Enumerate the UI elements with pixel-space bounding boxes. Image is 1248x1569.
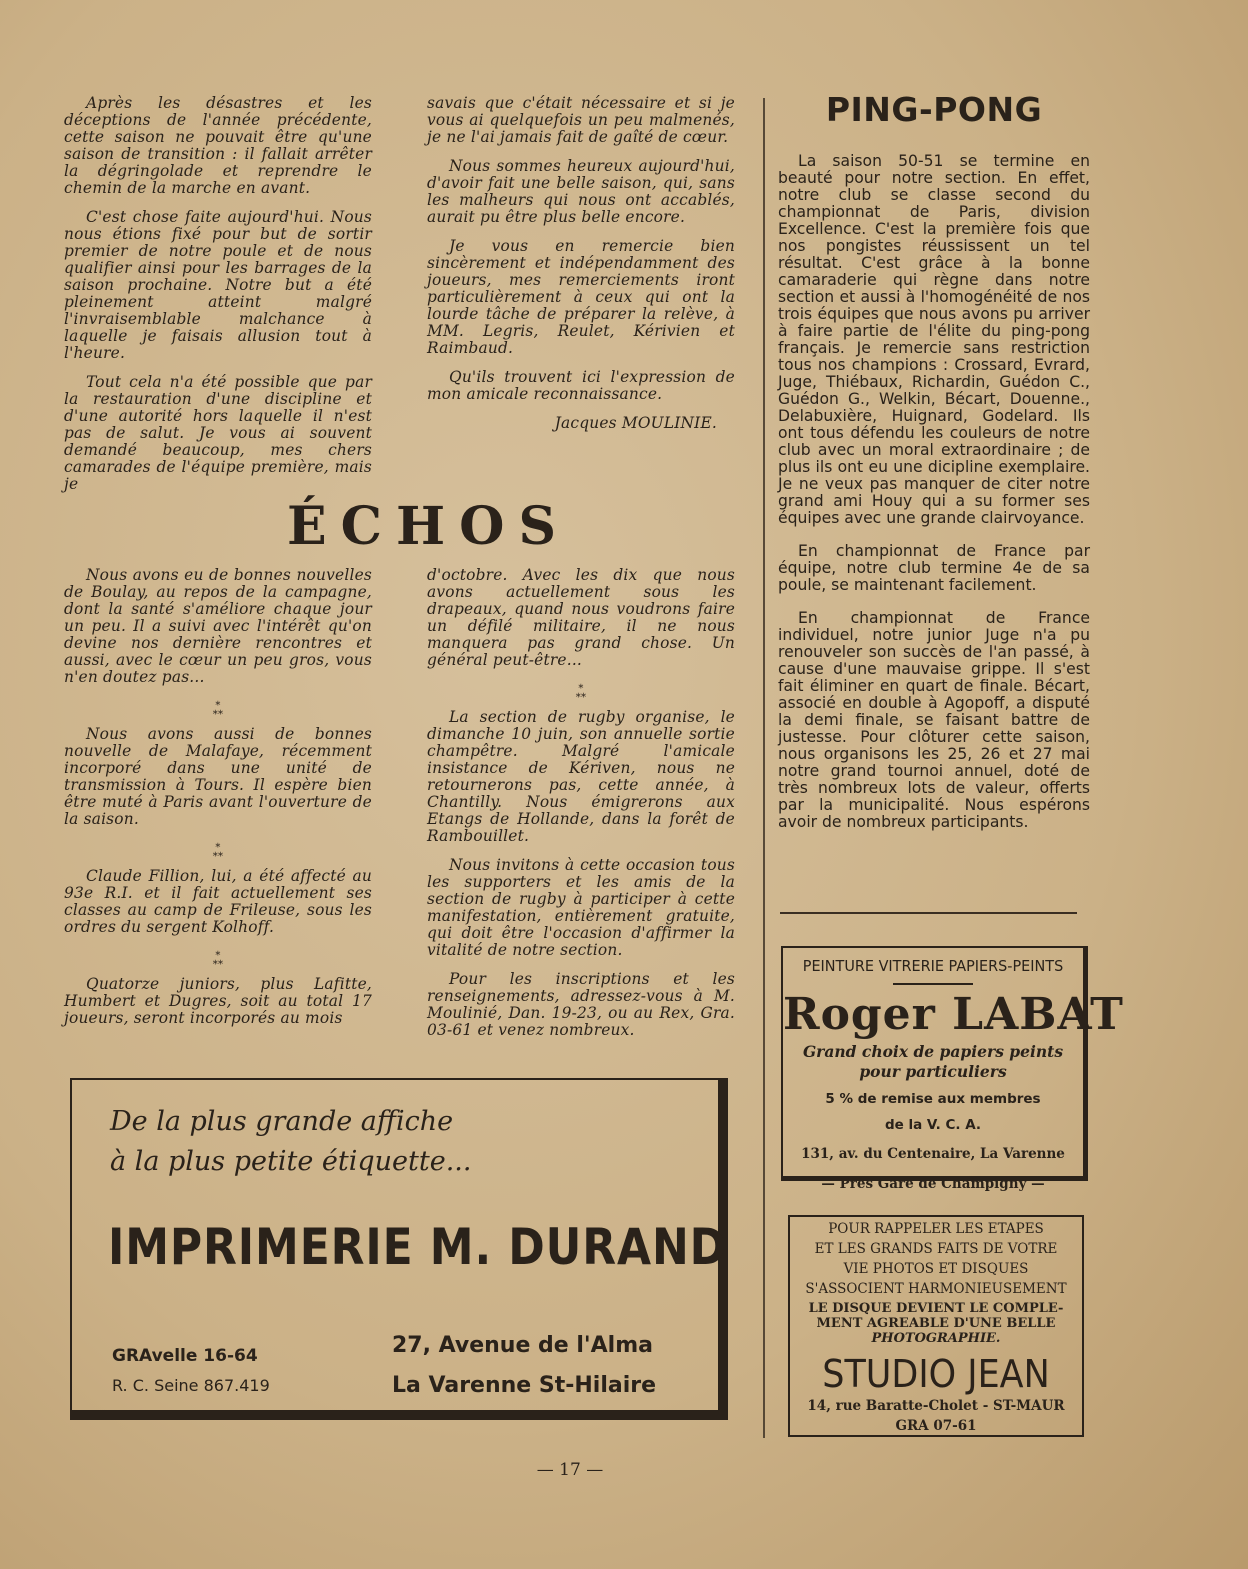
article-column-1 bbox=[64, 95, 372, 505]
ad-studio-jean bbox=[788, 1215, 1084, 1437]
paragraph: La saison 50-51 se termine en beauté pour notre section. En effet, notre club se classe second du championnat de Paris, division Excellence. C'est la première fois que nos pongistes réussissent un tel résultat. C'est grâce à la bonne camaraderie qui règne dans notre section et aussi à l'homogénéité de nos trois équipes que nous avons pu arriver à faire partie de l'élite du ping-pong français. Je remercie sans restriction tous nos champions : Crossard, Evrard, Juge, Thiébaux, Richardin, Guédon C., Guédon G., Welkin, Bécart, Douenne., Delabuxière, Huignard, Godelard. Ils ont tous défendu les couleurs de notre club avec un moral extraordinaire ; de plus ils ont eu une dicipline exemplaire. Je ne veux pas manquer de citer notre grand ami Houy qui a su former ses équipes avec une grande clairvoyance. bbox=[778, 152, 1090, 527]
asterism-icon: ⁎ ⁎⁎ bbox=[212, 697, 224, 717]
column-divider bbox=[763, 98, 765, 1438]
paragraph: Après les désastres et les déceptions de l'année précédente, cette saison ne pouvait être qu'une saison de transition : il fallait arrêter la dégringolade et reprendre le chemin de la marche en avant. bbox=[64, 94, 372, 197]
ad-discount: 5 % de remise aux membres bbox=[825, 1091, 1041, 1107]
paragraph: Tout cela n'a été possible que par la restauration d'une discipline et d'une autorité hors laquelle il n'est pas de salut. Je vous ai souvent demandé beaucoup, mes chers camarades de l'équipe première, mais je bbox=[64, 373, 372, 493]
asterism-icon: ⁎ ⁎⁎ bbox=[575, 680, 587, 700]
ad-slogan bbox=[110, 1102, 471, 1182]
paragraph: Nous avons aussi de bonnes nouvelle de Malafaye, récemment incorporé dans une unité de transmission à Tours. Il espère bien être muté à Paris avant l'ouverture de la saison. bbox=[64, 725, 372, 828]
ad-address-line: 27, Avenue de l'Alma bbox=[392, 1333, 653, 1358]
paragraph: Pour les inscriptions et les renseignements, adressez-vous à M. Moulinié, Dan. 19-23, ou au Rex, Gra. 03-61 et venez nombreux. bbox=[427, 970, 735, 1039]
ad-address: 14, rue Baratte-Cholet - ST-MAUR bbox=[807, 1398, 1065, 1414]
ad-address: 131, av. du Centenaire, La Varenne bbox=[801, 1146, 1065, 1162]
ad-line: ET LES GRANDS FAITS DE VOTRE bbox=[814, 1241, 1058, 1257]
ad-line: POUR RAPPELER LES ETAPES bbox=[828, 1221, 1044, 1237]
paragraph: Je vous en remercie bien sincèrement et indépendamment des joueurs, mes remerciements iront particulièrement à ceux qui ont la lourde tâche de préparer la relève, à MM. Legris, Reulet, Kérivien et Raimbaud. bbox=[427, 237, 735, 357]
paragraph: En championnat de France individuel, notre junior Juge n'a pu renouveler son succès de l'an passé, à cause d'une mauvaise grippe. Il s'est fait éliminer en quart de finale. Bécart, associé en double à Agopoff, a disputé la demi finale, se faisant battre de justesse. Pour clôturer cette saison, nous organisons les 25, 26 et 27 mai notre grand tournoi annuel, doté de très nombreux lots de valeur, offerts par la municipalité. Nous espérons avoir de nombreux participants. bbox=[778, 609, 1090, 831]
paragraph: Nous invitons à cette occasion tous les supporters et les amis de la section de rugby à participer à cette manifestation, entièrement gratuite, qui doit être l'occasion d'affirmer la vitalité de notre section. bbox=[427, 856, 735, 959]
ad-line: VIE PHOTOS ET DISQUES bbox=[843, 1261, 1029, 1277]
paragraph: Nous sommes heureux aujourd'hui, d'avoir fait une belle saison, qui, sans les malheurs qui nous ont accablés, aurait pu être plus belle encore. bbox=[427, 157, 735, 226]
paragraph: Quatorze juniors, plus Lafitte, Humbert et Dugres, soit au total 17 joueurs, seront incorporés au mois bbox=[64, 975, 372, 1027]
ad-registration: R. C. Seine 867.419 bbox=[112, 1376, 270, 1395]
ad-line: LE DISQUE DEVIENT LE COMPLE- bbox=[808, 1301, 1064, 1316]
ad-line: pour particuliers bbox=[859, 1062, 1007, 1081]
ad-company-name: Roger LABAT bbox=[783, 989, 1124, 1040]
ad-slogan-line: à la plus petite étiquette... bbox=[110, 1146, 472, 1177]
ad-slogan-line: De la plus grande affiche bbox=[110, 1106, 454, 1137]
ad-phone: GRAvelle 16-64 bbox=[112, 1346, 258, 1366]
ad-address-line: La Varenne St-Hilaire bbox=[392, 1373, 657, 1398]
paragraph: Qu'ils trouvent ici l'expression de mon amicale reconnaissance. bbox=[427, 368, 735, 403]
page-number: — 17 — bbox=[536, 1460, 604, 1480]
ad-line: Grand choix de papiers peints bbox=[802, 1042, 1064, 1061]
pingpong-heading: PING-PONG bbox=[825, 90, 1043, 129]
paragraph: En championnat de France par équipe, notre club termine 4e de sa poule, se maintenant facilement. bbox=[778, 542, 1090, 594]
ad-company-name: IMPRIMERIE M. DURAND bbox=[108, 1218, 728, 1276]
ad-address bbox=[392, 1326, 656, 1406]
echos-column-2 bbox=[427, 567, 735, 1051]
ad-imprimerie-durand bbox=[70, 1078, 728, 1420]
asterism-icon: ⁎ ⁎⁎ bbox=[212, 947, 224, 967]
ad-company-name: STUDIO JEAN bbox=[822, 1352, 1050, 1396]
pingpong-body bbox=[778, 153, 1090, 831]
asterism-icon: ⁎ ⁎⁎ bbox=[212, 839, 224, 859]
echos-column-1 bbox=[64, 567, 372, 1039]
echos-heading-wrap bbox=[287, 496, 570, 557]
ad-roger-labat bbox=[781, 946, 1124, 1192]
ad-line: PHOTOGRAPHIE. bbox=[871, 1331, 1001, 1346]
paragraph: d'octobre. Avec les dix que nous avons actuellement sous les drapeaux, quand nous voudrons faire un défilé militaire, il ne nous manquera pas grand chose. Un général peut-être... bbox=[427, 566, 735, 669]
paragraph: savais que c'était nécessaire et si je vous ai quelquefois un peu malmenés, je ne l'ai jamais fait de gaîté de cœur. bbox=[427, 94, 735, 146]
ad-address: — Près Gare de Champigny — bbox=[821, 1176, 1045, 1192]
echos-heading: ÉCHOS bbox=[287, 496, 571, 557]
ad-phone: GRA 07-61 bbox=[895, 1418, 977, 1434]
paragraph: C'est chose faite aujourd'hui. Nous nous étions fixé pour but de sortir premier de notre poule et de nous qualifier ainsi pour les barrages de la saison prochaine. Notre but a été pleinement atteint malgré l'invraisemblable malchance à laquelle je faisais allusion tout à l'heure. bbox=[64, 208, 372, 362]
ad-rule bbox=[893, 983, 973, 985]
paragraph: Claude Fillion, lui, a été affecté au 93e R.I. et il fait actuellement ses classes au camp de Frileuse, sous les ordres du sergent Kolhoff. bbox=[64, 867, 372, 936]
ad-line: MENT AGREABLE D'UNE BELLE bbox=[816, 1316, 1056, 1331]
article-column-2 bbox=[427, 95, 735, 432]
paragraph: La section de rugby organise, le dimanche 10 juin, son annuelle sortie champêtre. Malgré l'amicale insistance de Kériven, nous ne retournerons pas, cette année, à Chantilly. Nous émigrerons aux Etangs de Hollande, dans la forêt de Rambouillet. bbox=[427, 708, 735, 845]
ad-line: S'ASSOCIENT HARMONIEUSEMENT bbox=[805, 1281, 1067, 1297]
section-rule bbox=[780, 912, 1077, 914]
paragraph: Nous avons eu de bonnes nouvelles de Boulay, au repos de la campagne, dont la santé s'améliore chaque jour un peu. Il a suivi avec l'intérêt qu'on devine nos dernière rencontres et aussi, avec le cœur un peu gros, vous n'en doutez pas... bbox=[64, 566, 372, 686]
ad-trade-line: PEINTURE VITRERIE PAPIERS-PEINTS bbox=[802, 957, 1064, 975]
signature: Jacques MOULINIE. bbox=[554, 414, 717, 432]
ad-discount: de la V. C. A. bbox=[884, 1117, 982, 1133]
pingpong-section bbox=[778, 90, 1090, 847]
